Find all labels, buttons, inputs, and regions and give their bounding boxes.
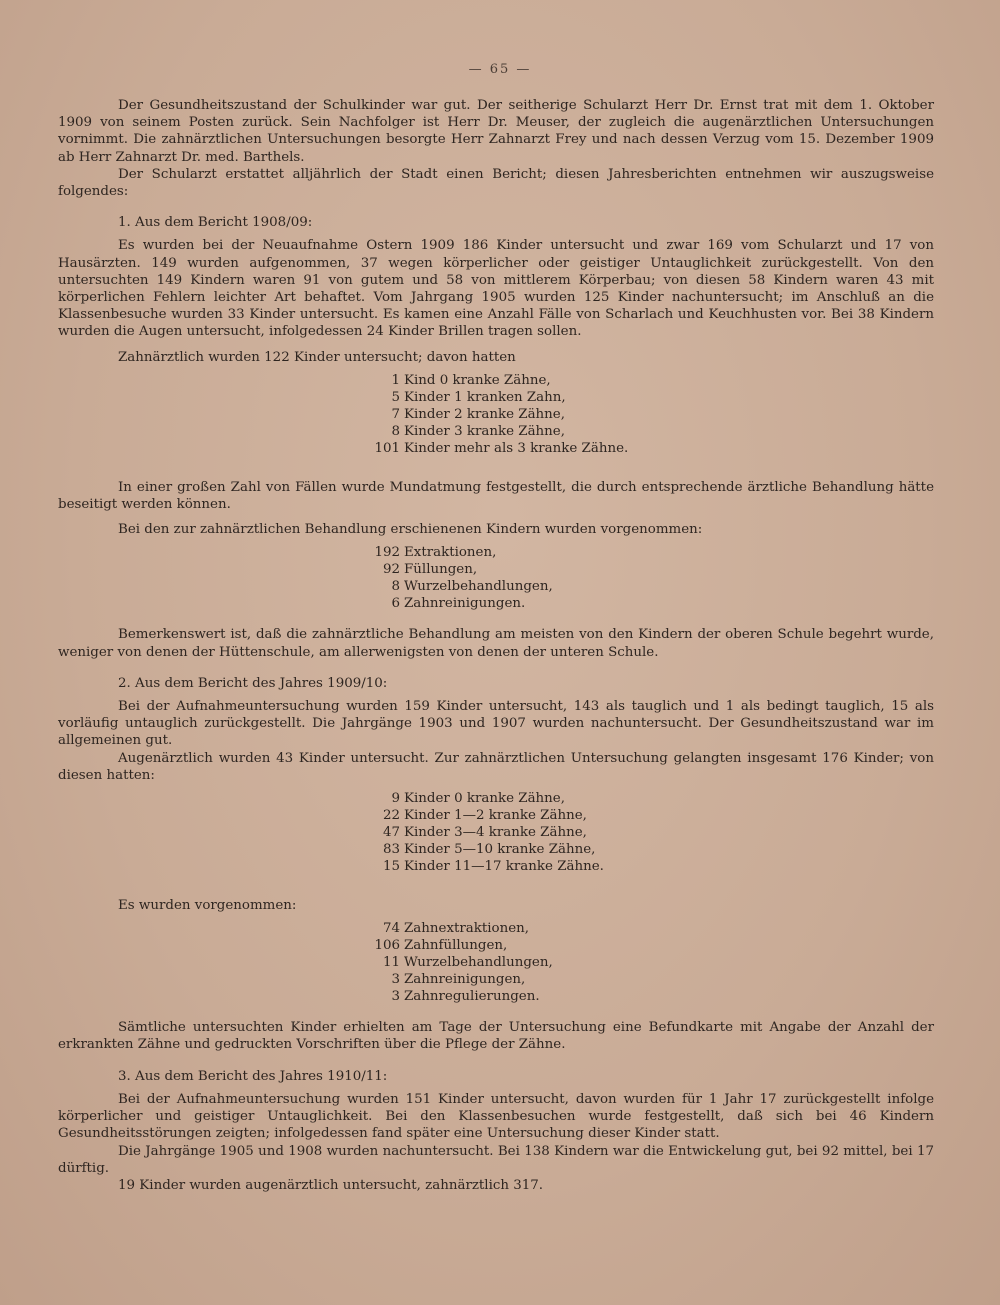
list-item: 11 Wurzelbehandlungen,	[382, 955, 553, 971]
section-2-treatment-list	[366, 920, 934, 1005]
list-item: 1 Kind 0 kranke Zähne,	[391, 372, 551, 388]
list-item: 192 Extraktionen,	[374, 545, 497, 561]
page-body	[58, 97, 934, 1194]
page-number: — 65 —	[468, 62, 532, 77]
list-item: 9 Kinder 0 kranke Zähne,	[391, 791, 565, 807]
list-item: 101 Kinder mehr als 3 kranke Zähne.	[374, 440, 629, 456]
list-item: 92 Füllungen,	[382, 562, 478, 578]
section-2-paragraph-3: Es wurden vorgenommen:	[118, 898, 297, 914]
section-2-teeth-list	[366, 790, 934, 875]
section-3-paragraph-2: Die Jahrgänge 1905 und 1908 wurden nachuntersucht. Bei 138 Kindern war die Entwickelung gut, bei 92 mittel, bei 17 dürftig.	[58, 1143, 934, 1176]
list-item: 83 Kinder 5—10 kranke Zähne,	[382, 842, 596, 858]
list-item: 22 Kinder 1—2 kranke Zähne,	[382, 808, 587, 824]
list-item: 15 Kinder 11—17 kranke Zähne.	[382, 859, 604, 875]
section-1-paragraph-3: In einer großen Zahl von Fällen wurde Mundatmung festgestellt, die durch entsprechende ärztliche Behandlung hätte beseitigt werden können.	[58, 479, 934, 513]
section-3-paragraph-3: 19 Kinder wurden augenärztlich untersucht, zahnärztlich 317.	[118, 1177, 544, 1193]
section-2-paragraph-1: Bei der Aufnahmeuntersuchung wurden 159 Kinder untersucht, 143 als tauglich und 1 als bedingt tauglich, 15 als vorläufig untauglich zurückgestellt. Die Jahrgänge 1903 und 1907 wurden nachuntersucht. Der Gesundheitszustand war im allgemeinen gut.	[58, 699, 934, 749]
list-item: 8 Kinder 3 kranke Zähne,	[391, 423, 565, 439]
list-item: 7 Kinder 2 kranke Zähne,	[391, 406, 565, 422]
section-1-paragraph-2: Zahnärztlich wurden 122 Kinder untersucht; davon hatten	[118, 349, 516, 365]
section-2-paragraph-4: Sämtliche untersuchten Kinder erhielten am Tage der Untersuchung eine Befundkarte mit Angabe der Anzahl der erkrankten Zähne und gedruckten Vorschriften über die Pflege der Zähne.	[58, 1020, 934, 1053]
section-3-heading: 3. Aus dem Bericht des Jahres 1910/11:	[118, 1068, 388, 1084]
list-item: 8 Wurzelbehandlungen,	[391, 579, 553, 595]
intro-paragraph-2: Der Schularzt erstattet alljährlich der Stadt einen Bericht; diesen Jahresberichten entnehmen wir auszugsweise folgendes:	[58, 166, 934, 200]
section-1-teeth-list	[366, 372, 934, 457]
section-1-paragraph-5: Bemerkenswert ist, daß die zahnärztliche Behandlung am meisten von den Kindern der oberen Schule begehrt wurde, weniger von denen der Hüttenschule, am allerwenigsten von denen der unteren Schule.	[58, 627, 934, 660]
intro-paragraph-1: Der Gesundheitszustand der Schulkinder war gut. Der seitherige Schularzt Herr Dr. Ernst trat mit dem 1. Oktober 1909 von seinem Posten zurück. Sein Nachfolger ist Herr Dr. Meuser, der zugleich die augenärztlichen Untersuchungen vornimmt. Die zahnärztlichen Untersuchungen besorgte Herr Zahnarzt Frey und nach dessen Verzug vom 15. Dezember 1909 ab Herr Zahnarzt Dr. med. Barthels.	[58, 98, 934, 165]
section-1-heading: 1. Aus dem Bericht 1908/09:	[118, 215, 313, 231]
list-item: 6 Zahnreinigungen.	[391, 596, 526, 612]
list-item: 5 Kinder 1 kranken Zahn,	[391, 389, 566, 405]
section-1-paragraph-4: Bei den zur zahnärztlichen Behandlung erschienenen Kindern wurden vorgenommen:	[118, 522, 703, 538]
list-item: 106 Zahnfüllungen,	[374, 938, 508, 954]
list-item: 74 Zahnextraktionen,	[382, 921, 530, 937]
section-2-paragraph-2: Augenärztlich wurden 43 Kinder untersucht. Zur zahnärztlichen Untersuchung gelangten insgesamt 176 Kinder; von diesen hatten:	[58, 750, 934, 783]
list-item: 47 Kinder 3—4 kranke Zähne,	[382, 825, 587, 841]
section-3-paragraph-1: Bei der Aufnahmeuntersuchung wurden 151 Kinder untersucht, davon wurden für 1 Jahr 17 zurückgestellt infolge körperlicher und geistiger Untauglichkeit. Bei den Klassenbesuchen wurde festgestellt, daß sich bei 46 Kindern Gesundheitsstörungen zeigten; infolgedessen fand später eine Untersuchung dieser Kinder statt.	[58, 1091, 934, 1142]
list-item: 3 Zahnregulierungen.	[391, 989, 540, 1005]
section-2-heading: 2. Aus dem Bericht des Jahres 1909/10:	[118, 675, 388, 691]
section-1-treatment-list	[366, 544, 934, 612]
section-1-paragraph-1: Es wurden bei der Neuaufnahme Ostern 1909 186 Kinder untersucht und zwar 169 vom Schularzt und 17 von Hausärzten. 149 wurden aufgenommen, 37 wegen körperlicher oder geistiger Untauglichkeit zurückgestellt. Von den untersuchten 149 Kindern waren 91 von gutem und 58 von mittlerem Körperbau; von diesen 58 Kindern waren 43 mit körperlichen Fehlern leichter Art behaftet. Vom Jahrgang 1905 wurden 125 Kinder nachuntersucht; im Anschluß an die Klassenbesuche wurden 33 Kinder untersucht. Es kamen eine Anzahl Fälle von Scharlach und Keuchhusten vor. Bei 38 Kindern wurden die Augen untersucht, infolgedessen 24 Kinder Brillen tragen sollen.	[58, 238, 934, 340]
list-item: 3 Zahnreinigungen,	[391, 972, 526, 988]
